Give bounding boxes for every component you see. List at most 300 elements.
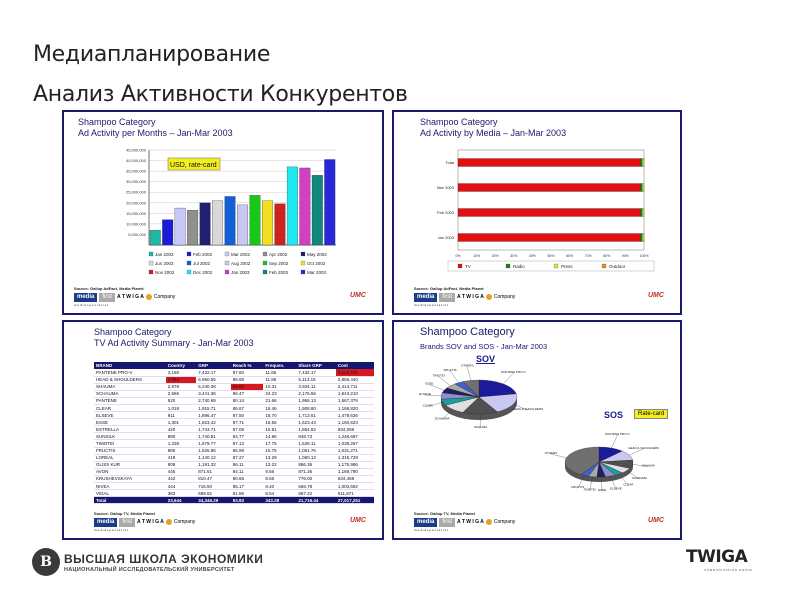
agency-logos bbox=[414, 517, 515, 527]
table-cell: 13.29 bbox=[263, 454, 296, 461]
table-cell: 15.75 bbox=[263, 447, 296, 454]
bar bbox=[262, 201, 273, 245]
bar-segment bbox=[642, 159, 644, 167]
table-row bbox=[94, 369, 374, 376]
table-cell: 1,338 bbox=[166, 440, 196, 447]
table-cell: 444 bbox=[166, 483, 196, 490]
table-cell: 934,058 bbox=[336, 426, 374, 433]
table-cell: 418 bbox=[166, 454, 196, 461]
total-cell: 23,644 bbox=[166, 497, 196, 504]
slice-label: ESSE bbox=[425, 381, 434, 386]
table-row bbox=[94, 412, 374, 419]
twiga-company-text: A T W I G A bbox=[117, 294, 144, 300]
table-cell: 1,060.13 bbox=[296, 454, 335, 461]
table-cell: 24.23 bbox=[263, 390, 296, 397]
leader-line bbox=[503, 373, 513, 384]
table-cell: ELSEVE bbox=[94, 412, 166, 419]
bar bbox=[225, 196, 236, 245]
category-label: Total bbox=[445, 160, 454, 165]
slice-label: ESSE bbox=[598, 487, 607, 492]
table-row bbox=[94, 397, 374, 404]
legend-label: Jun 2002 bbox=[155, 260, 174, 266]
leader-line bbox=[467, 367, 470, 381]
table-total-row bbox=[94, 497, 374, 504]
legend-swatch bbox=[554, 264, 558, 268]
table-cell: 86.88 bbox=[231, 376, 264, 383]
bar-segment bbox=[458, 159, 640, 167]
table-cell: 1,018 bbox=[166, 404, 196, 411]
bar-segment bbox=[640, 209, 642, 217]
table-cell: 86.98 bbox=[231, 447, 264, 454]
total-cell: 343.28 bbox=[263, 497, 296, 504]
table-cell: 87.08 bbox=[231, 426, 264, 433]
umc-logo: UMC bbox=[648, 517, 664, 524]
table-cell: 87.27 bbox=[231, 454, 264, 461]
table-cell: 2,566 bbox=[166, 390, 196, 397]
table-cell: 445 bbox=[166, 468, 196, 475]
media-logo: media bbox=[94, 518, 117, 527]
table-cell: 699.82 bbox=[196, 490, 230, 497]
leader-line bbox=[450, 371, 459, 383]
media-logo: media bbox=[74, 293, 97, 302]
table-cell: 2,740.69 bbox=[196, 397, 230, 404]
table-cell: 83.92 bbox=[231, 383, 264, 390]
y-tick-label: 15,000,000 bbox=[125, 210, 146, 216]
info-icon bbox=[486, 519, 492, 525]
slice-label: ELSEVE bbox=[419, 392, 431, 397]
media-specialist-tag: m e d i a s p e c i a l i s t bbox=[94, 528, 129, 532]
tv-summary-table bbox=[94, 362, 374, 504]
panel4-source: Source: Gallup TV, Media Planet bbox=[414, 511, 475, 516]
panel-sov-sos bbox=[392, 320, 682, 540]
table-row bbox=[94, 433, 374, 440]
first-logo: first bbox=[439, 293, 455, 302]
table-cell: 9.56 bbox=[263, 468, 296, 475]
media-logo: media bbox=[414, 293, 437, 302]
table-cell: 1,915.71 bbox=[196, 404, 230, 411]
x-tick-label: 30% bbox=[510, 254, 518, 258]
column-header: Frequen. bbox=[263, 362, 296, 369]
table-cell: PANTENE PRO-V bbox=[94, 369, 166, 376]
bar bbox=[237, 205, 248, 245]
legend-label: Jan 2003 bbox=[231, 269, 250, 275]
table-row bbox=[94, 390, 374, 397]
y-tick-label: 10,000,000 bbox=[125, 221, 146, 227]
panel-ad-activity-per-months bbox=[62, 110, 384, 315]
table-cell: 5,113.16 bbox=[296, 376, 335, 383]
table-cell: 1,175,986 bbox=[336, 461, 374, 468]
slice-label: OTHERS bbox=[460, 363, 474, 368]
table-cell: 1,864.82 bbox=[296, 426, 335, 433]
table-cell: 8.40 bbox=[263, 483, 296, 490]
table-cell: 1,623.43 bbox=[296, 419, 335, 426]
category-label: Jan 2003 bbox=[437, 235, 454, 240]
table-cell: 7,432.17 bbox=[196, 369, 230, 376]
table-cell: CLEAR bbox=[94, 404, 166, 411]
bar-chart-monthly bbox=[64, 140, 384, 285]
table-cell: 86.11 bbox=[231, 461, 264, 468]
table-cell: 1,315,728 bbox=[336, 454, 374, 461]
legend-swatch bbox=[149, 252, 153, 256]
slice-label: CLEAR bbox=[422, 403, 433, 408]
table-cell: 810.47 bbox=[196, 475, 230, 482]
table-cell: HEAD & SHOULDERS bbox=[94, 376, 166, 383]
table-cell: 1,908.80 bbox=[296, 404, 335, 411]
panel4-subtitle: Brands SOV and SOS - Jan-Mar 2003 bbox=[420, 342, 548, 351]
table-cell: 15.81 bbox=[263, 426, 296, 433]
legend-label: Apr 2002 bbox=[269, 251, 288, 257]
table-row bbox=[94, 404, 374, 411]
table-cell: 1,713.61 bbox=[296, 412, 335, 419]
table-cell: SUNSILK bbox=[94, 433, 166, 440]
legend-swatch bbox=[149, 261, 153, 265]
column-header: Reach % bbox=[231, 362, 264, 369]
table-row bbox=[94, 376, 374, 383]
table-cell: 86.47 bbox=[231, 390, 264, 397]
table-cell: 666.78 bbox=[296, 483, 335, 490]
table-cell: 866.36 bbox=[296, 461, 335, 468]
slice-label: HEAD & SHOULDERS bbox=[512, 407, 544, 412]
panel-tv-ad-summary bbox=[62, 320, 384, 540]
media-specialist-tag: m e d i a s p e c i a l i s t bbox=[414, 303, 449, 307]
y-tick-label: 5,000,000 bbox=[128, 231, 146, 237]
slice-label: TIMOTEI bbox=[583, 487, 596, 492]
x-tick-label: 90% bbox=[621, 254, 629, 258]
panel-ad-activity-by-media bbox=[392, 110, 682, 315]
column-header: BRAND bbox=[94, 362, 166, 369]
leader-line bbox=[612, 435, 618, 448]
slice-label: ELSEVE bbox=[610, 486, 622, 491]
annotation-text: USD, rate-card bbox=[170, 162, 217, 169]
company-suffix: Company bbox=[153, 294, 176, 300]
legend-swatch bbox=[301, 261, 305, 265]
panel4-title: Shampoo Category bbox=[420, 326, 515, 338]
bar bbox=[250, 195, 261, 245]
table-cell: 8.56 bbox=[263, 475, 296, 482]
bar bbox=[150, 230, 161, 245]
legend-swatch bbox=[301, 270, 305, 274]
table-cell: 808 bbox=[166, 461, 196, 468]
legend-label: Feb 2003 bbox=[269, 269, 289, 275]
bar bbox=[212, 201, 223, 245]
table-cell: LOREAL bbox=[94, 454, 166, 461]
table-cell: 80.66 bbox=[231, 475, 264, 482]
legend-swatch bbox=[187, 270, 191, 274]
slice-label: SHAUMA bbox=[641, 463, 655, 468]
bar bbox=[287, 167, 298, 245]
first-logo: first bbox=[439, 518, 455, 527]
table-cell: FRUCTIS bbox=[94, 447, 166, 454]
table-cell: 3,064 bbox=[166, 376, 196, 383]
table-cell: 86.67 bbox=[231, 404, 264, 411]
twiga-company-text: A T W I G A bbox=[457, 519, 484, 525]
table-row bbox=[94, 426, 374, 433]
legend-label: Mar 2002 bbox=[231, 251, 251, 257]
table-cell: 1,168,820 bbox=[336, 404, 374, 411]
legend-label: Outdoor bbox=[609, 263, 626, 269]
media-specialist-tag: m e d i a s p e c i a l i s t bbox=[74, 303, 109, 307]
table-cell: 14.96 bbox=[263, 433, 296, 440]
table-cell: 21.66 bbox=[263, 397, 296, 404]
bar bbox=[312, 175, 323, 245]
slice-label: PANTENE PRO-V bbox=[501, 370, 526, 375]
sov-sos-pie-charts bbox=[394, 362, 682, 507]
table-cell: 885 bbox=[166, 447, 196, 454]
table-cell: 3,113,720 bbox=[336, 369, 374, 376]
legend-label: May 2002 bbox=[307, 251, 327, 257]
twiga-company-text: A T W I G A bbox=[137, 519, 164, 525]
table-row bbox=[94, 454, 374, 461]
category-label: Mar 2003 bbox=[437, 185, 454, 190]
media-specialist-tag: m e d i a s p e c i a l i s t bbox=[414, 528, 449, 532]
table-cell: 1,479,636 bbox=[336, 412, 374, 419]
table-row bbox=[94, 419, 374, 426]
bar-segment bbox=[640, 159, 642, 167]
x-tick-label: 40% bbox=[528, 254, 536, 258]
sos-label: SOS bbox=[604, 410, 624, 420]
table-cell: 80.14 bbox=[231, 397, 264, 404]
x-tick-label: 10% bbox=[473, 254, 481, 258]
x-tick-label: 20% bbox=[491, 254, 499, 258]
column-header: GRP bbox=[196, 362, 230, 369]
panel2-source: Source: Gallup AdFact, Media Planet bbox=[414, 286, 484, 291]
legend-label: Dec 2002 bbox=[193, 269, 213, 275]
bar bbox=[324, 160, 335, 246]
table-cell: 848.73 bbox=[296, 433, 335, 440]
y-tick-label: 25,000,000 bbox=[125, 189, 146, 195]
table-cell: 1,191.32 bbox=[196, 461, 230, 468]
bar bbox=[162, 220, 173, 245]
panel2-title: Shampoo Category bbox=[420, 117, 498, 127]
table-cell: 2,878 bbox=[166, 383, 196, 390]
legend-label: Jul 2002 bbox=[193, 260, 211, 266]
stacked-bar-chart-media bbox=[394, 142, 682, 282]
table-cell: 383 bbox=[166, 490, 196, 497]
table-cell: ESSE bbox=[94, 419, 166, 426]
table-cell: VIDAL bbox=[94, 490, 166, 497]
table-cell: 1,956.13 bbox=[296, 397, 335, 404]
table-cell: 2,176.56 bbox=[296, 390, 335, 397]
slide-title-line1: Медиапланирование bbox=[33, 42, 271, 67]
bar-segment bbox=[642, 234, 644, 242]
table-cell: TIMOTEI bbox=[94, 440, 166, 447]
umc-logo: UMC bbox=[350, 292, 366, 299]
table-cell: 3,168 bbox=[166, 369, 196, 376]
slide-title-line2: Анализ Активности Конкурентов bbox=[33, 82, 408, 107]
table-row bbox=[94, 383, 374, 390]
panel3-title: Shampoo Category bbox=[94, 327, 172, 337]
x-tick-label: 80% bbox=[603, 254, 611, 258]
legend-swatch bbox=[187, 261, 191, 265]
table-cell: 1,823.42 bbox=[196, 419, 230, 426]
panel1-subtitle: Ad Activity per Months – Jan-Mar 2003 bbox=[78, 128, 233, 138]
table-row bbox=[94, 447, 374, 454]
table-cell: 420 bbox=[166, 426, 196, 433]
table-cell: 13.22 bbox=[263, 461, 296, 468]
slice-label: TIMOTEI bbox=[432, 373, 445, 378]
table-cell: 6,950.55 bbox=[196, 376, 230, 383]
bar-segment bbox=[640, 184, 642, 192]
total-cell: 93.83 bbox=[231, 497, 264, 504]
company-suffix: Company bbox=[493, 519, 516, 525]
twiga-logo: TWIGA bbox=[686, 547, 748, 567]
column-header: Share GRP bbox=[296, 362, 335, 369]
leader-line bbox=[438, 376, 450, 385]
table-cell: 1,743.71 bbox=[196, 426, 230, 433]
slice-label: PANTENE PRO-V bbox=[605, 432, 630, 437]
table-cell: 84.11 bbox=[231, 468, 264, 475]
legend-swatch bbox=[149, 270, 153, 274]
table-cell: 18.70 bbox=[263, 412, 296, 419]
table-cell: 5,240.38 bbox=[196, 383, 230, 390]
bar-segment bbox=[458, 184, 640, 192]
info-icon bbox=[486, 294, 492, 300]
table-cell: 1,643,210 bbox=[336, 390, 374, 397]
legend-label: Press bbox=[561, 263, 573, 269]
y-tick-label: 30,000,000 bbox=[125, 179, 146, 185]
company-suffix: Company bbox=[493, 294, 516, 300]
table-cell: 1,248,687 bbox=[336, 433, 374, 440]
table-cell: 16.46 bbox=[263, 404, 296, 411]
x-tick-label: 70% bbox=[584, 254, 592, 258]
bar bbox=[300, 168, 311, 245]
slice-label: FRUCTIS bbox=[443, 367, 457, 372]
table-cell: NIVEA bbox=[94, 483, 166, 490]
table-cell: SCHAUMA bbox=[94, 390, 166, 397]
legend-swatch bbox=[506, 264, 510, 268]
table-cell: 87.71 bbox=[231, 419, 264, 426]
table-cell: 87.13 bbox=[231, 440, 264, 447]
table-cell: 2,856,440 bbox=[336, 376, 374, 383]
table-cell: 7,432.17 bbox=[296, 369, 335, 376]
panel1-source: Source: Gallup AdFact, Media Planet bbox=[74, 286, 144, 291]
table-cell: 81.86 bbox=[231, 490, 264, 497]
panel1-title: Shampoo Category bbox=[78, 117, 156, 127]
legend-swatch bbox=[225, 261, 229, 265]
slice-label: SHAUMA bbox=[474, 424, 488, 429]
legend-label: TV bbox=[465, 263, 471, 269]
umc-logo: UMC bbox=[648, 292, 664, 299]
legend-label: Sep 2002 bbox=[269, 260, 289, 266]
y-tick-label: 45,000,000 bbox=[125, 147, 146, 153]
slice-label: SCHAUMA bbox=[631, 476, 647, 481]
slice-label: FRUCTIS bbox=[571, 485, 585, 490]
panel2-subtitle: Ad Activity by Media – Jan-Mar 2003 bbox=[420, 128, 567, 138]
legend-label: Mar 2003 bbox=[307, 269, 327, 275]
hse-subtitle: НАЦИОНАЛЬНЫЙ ИССЛЕДОВАТЕЛЬСКИЙ УНИВЕРСИТЕТ bbox=[64, 567, 235, 573]
x-tick-label: 50% bbox=[547, 254, 555, 258]
table-cell: 87.60 bbox=[231, 369, 264, 376]
table-row bbox=[94, 483, 374, 490]
panel3-source: Source: Gallup TV, Media Planet bbox=[94, 511, 155, 516]
twiga-subtitle: COMMUNICATION GROUP bbox=[704, 568, 754, 572]
table-cell: GLISS KUR bbox=[94, 461, 166, 468]
umc-logo: UMC bbox=[350, 517, 366, 524]
table-cell: 87.50 bbox=[231, 412, 264, 419]
category-label: Feb 2003 bbox=[437, 210, 454, 215]
table-cell: 1,740.81 bbox=[196, 433, 230, 440]
table-cell: 1,051.76 bbox=[296, 447, 335, 454]
table-cell: 880 bbox=[166, 433, 196, 440]
legend-label: Oct 2002 bbox=[307, 260, 326, 266]
bar bbox=[187, 210, 198, 245]
table-cell: KRUSHEVSKAYA bbox=[94, 475, 166, 482]
x-tick-label: 100% bbox=[639, 254, 649, 258]
first-logo: first bbox=[119, 518, 135, 527]
table-row bbox=[94, 468, 374, 475]
y-tick-label: 40,000,000 bbox=[125, 158, 146, 164]
slice-label: HEAD & SHOULDERS bbox=[628, 445, 659, 450]
column-header: Cost bbox=[336, 362, 374, 369]
table-cell: 84.77 bbox=[231, 433, 264, 440]
table-cell: 1,679.77 bbox=[196, 440, 230, 447]
table-cell: AVON bbox=[94, 468, 166, 475]
hse-logo-icon: В bbox=[32, 548, 60, 576]
table-cell: 3,934.11 bbox=[296, 383, 335, 390]
table-cell: 911 bbox=[166, 412, 196, 419]
total-cell: Total bbox=[94, 497, 166, 504]
hse-name: ВЫСШАЯ ШКОЛА ЭКОНОМИКИ bbox=[64, 552, 264, 566]
column-header: Country bbox=[166, 362, 196, 369]
legend-swatch bbox=[187, 252, 191, 256]
x-tick-label: 0% bbox=[455, 254, 461, 258]
table-cell: 16.66 bbox=[263, 419, 296, 426]
table-cell: 1,140.12 bbox=[196, 454, 230, 461]
table-cell: 1,168,790 bbox=[336, 468, 374, 475]
table-cell: 871.51 bbox=[196, 468, 230, 475]
table-cell: 10.31 bbox=[263, 383, 296, 390]
bar-segment bbox=[642, 184, 644, 192]
table-cell: 17.75 bbox=[263, 440, 296, 447]
legend-label: Feb 2002 bbox=[193, 251, 213, 257]
rate-card-annotation: Rate-card bbox=[634, 409, 668, 419]
total-cell: 34,346.29 bbox=[196, 497, 230, 504]
table-cell: 1,160,623 bbox=[336, 419, 374, 426]
y-tick-label: 20,000,000 bbox=[125, 200, 146, 206]
legend-swatch bbox=[263, 252, 267, 256]
sov-label: SOV bbox=[476, 354, 496, 364]
bar bbox=[275, 204, 286, 245]
table-row bbox=[94, 490, 374, 497]
table-cell: 1,567,376 bbox=[336, 397, 374, 404]
table-cell: PANTENE bbox=[94, 397, 166, 404]
table-cell: 687.22 bbox=[296, 490, 335, 497]
first-logo: first bbox=[99, 293, 115, 302]
company-suffix: Company bbox=[173, 519, 196, 525]
agency-logos bbox=[414, 292, 515, 302]
table-row bbox=[94, 475, 374, 482]
total-cell: 27,017,251 bbox=[336, 497, 374, 504]
y-tick-label: 35,000,000 bbox=[125, 168, 146, 174]
table-cell: ESTRELLA bbox=[94, 426, 166, 433]
table-cell: 1,031,271 bbox=[336, 447, 374, 454]
table-cell: 1,525.96 bbox=[196, 447, 230, 454]
legend-swatch bbox=[602, 264, 606, 268]
legend-swatch bbox=[301, 252, 305, 256]
table-cell: 1,539.11 bbox=[296, 440, 335, 447]
table-cell: 1,896.47 bbox=[196, 412, 230, 419]
table-row bbox=[94, 440, 374, 447]
table-cell: SHAUMA bbox=[94, 383, 166, 390]
legend-swatch bbox=[458, 264, 462, 268]
table-cell: 11.66 bbox=[263, 369, 296, 376]
slice-label: OTHERS bbox=[544, 450, 558, 455]
bar-segment bbox=[642, 209, 644, 217]
bar-segment bbox=[640, 234, 642, 242]
table-cell: 634,468 bbox=[336, 475, 374, 482]
table-cell: 2,414,711 bbox=[336, 383, 374, 390]
table-cell: 1,003,692 bbox=[336, 483, 374, 490]
